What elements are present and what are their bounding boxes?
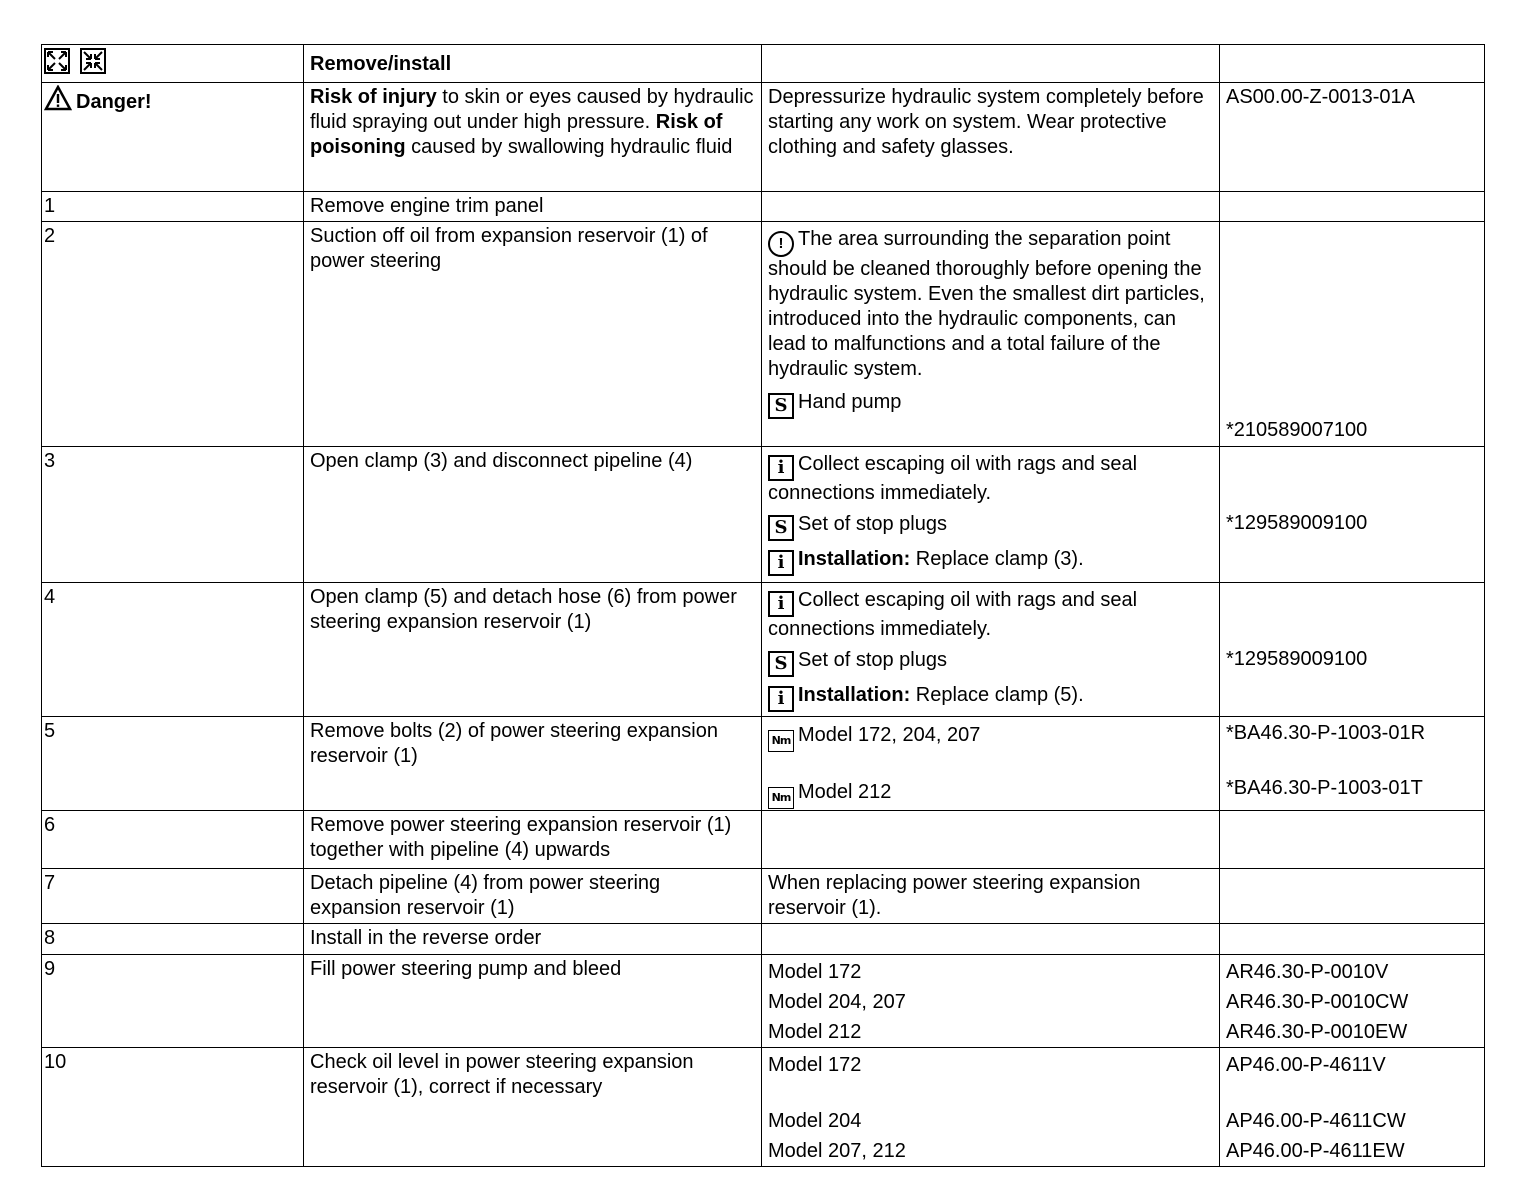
step-row-4 (42, 583, 1485, 717)
step-note (762, 583, 1220, 717)
step-ref (1220, 222, 1485, 447)
header-icons-cell (42, 45, 304, 83)
step-ref (1220, 447, 1485, 583)
model-text: Model 212 (768, 1021, 862, 1043)
risk-injury-text: to skin or eyes caused by hydraulic fluid spraying out under high pressure. (310, 86, 754, 133)
info-text: Collect escaping oil with rags and seal connections immediately. (768, 453, 1138, 504)
step-note (762, 717, 1220, 811)
info-icon: i (768, 591, 794, 617)
step-text: Fill power steering pump and bleed (304, 955, 762, 1048)
header-empty-1 (762, 45, 1220, 83)
tool-name: Set of stop plugs (798, 513, 947, 535)
info-icon: i (768, 550, 794, 576)
step-row-5 (42, 717, 1485, 811)
step-number: 10 (42, 1048, 304, 1167)
step-note (762, 222, 1220, 447)
step-text: Open clamp (3) and disconnect pipeline (4) (304, 447, 762, 583)
step-note: When replacing power steering expansion reservoir (1). (762, 869, 1220, 924)
doc-ref: AP46.00-P-4611V (1226, 1054, 1386, 1076)
torque-nm-icon: Nm (768, 787, 794, 809)
step-ref (1220, 811, 1485, 869)
step-text: Remove engine trim panel (304, 192, 762, 222)
step-note (762, 924, 1220, 955)
doc-ref: AP46.00-P-4611CW (1226, 1110, 1406, 1132)
step-note (762, 955, 1220, 1048)
model-text: Model 172, 204, 207 (798, 724, 981, 746)
danger-label-cell (42, 83, 304, 192)
tool-name: Set of stop plugs (798, 649, 947, 671)
doc-ref: AR46.30-P-0010V (1226, 961, 1389, 983)
step-text: Remove power steering expansion reservoir (1) together with pipeline (4) upwards (304, 811, 762, 869)
model-text: Model 172 (768, 1054, 862, 1076)
step-number: 3 (42, 447, 304, 583)
step-row-7 (42, 869, 1485, 924)
install-arrows-icon (80, 48, 106, 81)
step-text: Install in the reverse order (304, 924, 762, 955)
step-ref (1220, 869, 1485, 924)
model-text: Model 204, 207 (768, 991, 906, 1013)
step-number: 5 (42, 717, 304, 811)
risk-poisoning-label: Risk of poisoning (310, 111, 723, 158)
special-tool-icon: S (768, 651, 794, 677)
danger-label: Danger! (76, 91, 152, 113)
tool-name: Hand pump (798, 391, 902, 413)
step-ref (1220, 1048, 1485, 1167)
step-ref (1220, 955, 1485, 1048)
step-row-9 (42, 955, 1485, 1048)
installation-label: Installation: (798, 684, 911, 706)
step-text: Open clamp (5) and detach hose (6) from power steering expansion reservoir (1) (304, 583, 762, 717)
tool-ref: *129589009100 (1226, 648, 1368, 670)
risk-injury-label: Risk of injury (310, 86, 437, 108)
model-text: Model 212 (798, 781, 892, 803)
header-title: Remove/install (304, 45, 762, 83)
remove-arrows-icon (44, 48, 70, 81)
step-row-6 (42, 811, 1485, 869)
step-note (762, 1048, 1220, 1167)
step-text: Suction off oil from expansion reservoir (1) of power steering (304, 222, 762, 447)
header-row (42, 45, 1485, 83)
tool-ref: *210589007100 (1226, 419, 1368, 441)
doc-ref: AR46.30-P-0010CW (1226, 991, 1409, 1013)
step-number: 1 (42, 192, 304, 222)
warning-triangle-icon (44, 85, 72, 118)
step-ref (1220, 924, 1485, 955)
info-text: Collect escaping oil with rags and seal connections immediately. (768, 589, 1138, 640)
step-ref (1220, 583, 1485, 717)
header-empty-2 (1220, 45, 1485, 83)
step-number: 9 (42, 955, 304, 1048)
danger-row (42, 83, 1485, 192)
special-tool-icon: S (768, 393, 794, 419)
doc-ref: AR46.30-P-0010EW (1226, 1021, 1408, 1043)
step-number: 6 (42, 811, 304, 869)
step-row-1 (42, 192, 1485, 222)
risk-poisoning-text: caused by swallowing hydraulic fluid (405, 136, 733, 158)
step-row-3 (42, 447, 1485, 583)
step-text: Remove bolts (2) of power steering expansion reservoir (1) (304, 717, 762, 811)
doc-ref: AP46.00-P-4611EW (1226, 1140, 1405, 1162)
step-number: 7 (42, 869, 304, 924)
caution-note-text: The area surrounding the separation point should be cleaned thoroughly before opening the hydraulic system. Even the smallest dirt particles, introduced into the hydraulic components, can lead to malfunctions and a total failure of the hydraulic system. (768, 228, 1205, 380)
special-tool-icon: S (768, 515, 794, 541)
step-text: Detach pipeline (4) from power steering expansion reservoir (1) (304, 869, 762, 924)
step-number: 2 (42, 222, 304, 447)
step-note (762, 192, 1220, 222)
installation-text: Replace clamp (3). (915, 548, 1084, 570)
step-number: 4 (42, 583, 304, 717)
step-text: Check oil level in power steering expansion reservoir (1), correct if necessary (304, 1048, 762, 1167)
step-ref (1220, 717, 1485, 811)
step-note (762, 811, 1220, 869)
installation-label: Installation: (798, 548, 911, 570)
torque-ref: *BA46.30-P-1003-01R (1226, 722, 1426, 744)
torque-nm-icon: Nm (768, 730, 794, 752)
info-icon: i (768, 455, 794, 481)
caution-circle-icon: ! (768, 231, 794, 257)
step-ref (1220, 192, 1485, 222)
danger-action: Depressurize hydraulic system completely before starting any work on system. Wear protective clothing and safety glasses. (762, 83, 1220, 192)
installation-text: Replace clamp (5). (915, 684, 1084, 706)
step-number: 8 (42, 924, 304, 955)
info-icon: i (768, 686, 794, 712)
model-text: Model 204 (768, 1110, 862, 1132)
step-row-10 (42, 1048, 1485, 1167)
step-row-8 (42, 924, 1485, 955)
tool-ref: *129589009100 (1226, 512, 1368, 534)
danger-ref: AS00.00-Z-0013-01A (1220, 83, 1485, 192)
procedure-table (41, 44, 1485, 1167)
step-note (762, 447, 1220, 583)
step-row-2 (42, 222, 1485, 447)
model-text: Model 172 (768, 961, 862, 983)
torque-ref: *BA46.30-P-1003-01T (1226, 777, 1423, 799)
danger-description (304, 83, 762, 192)
model-text: Model 207, 212 (768, 1140, 906, 1162)
